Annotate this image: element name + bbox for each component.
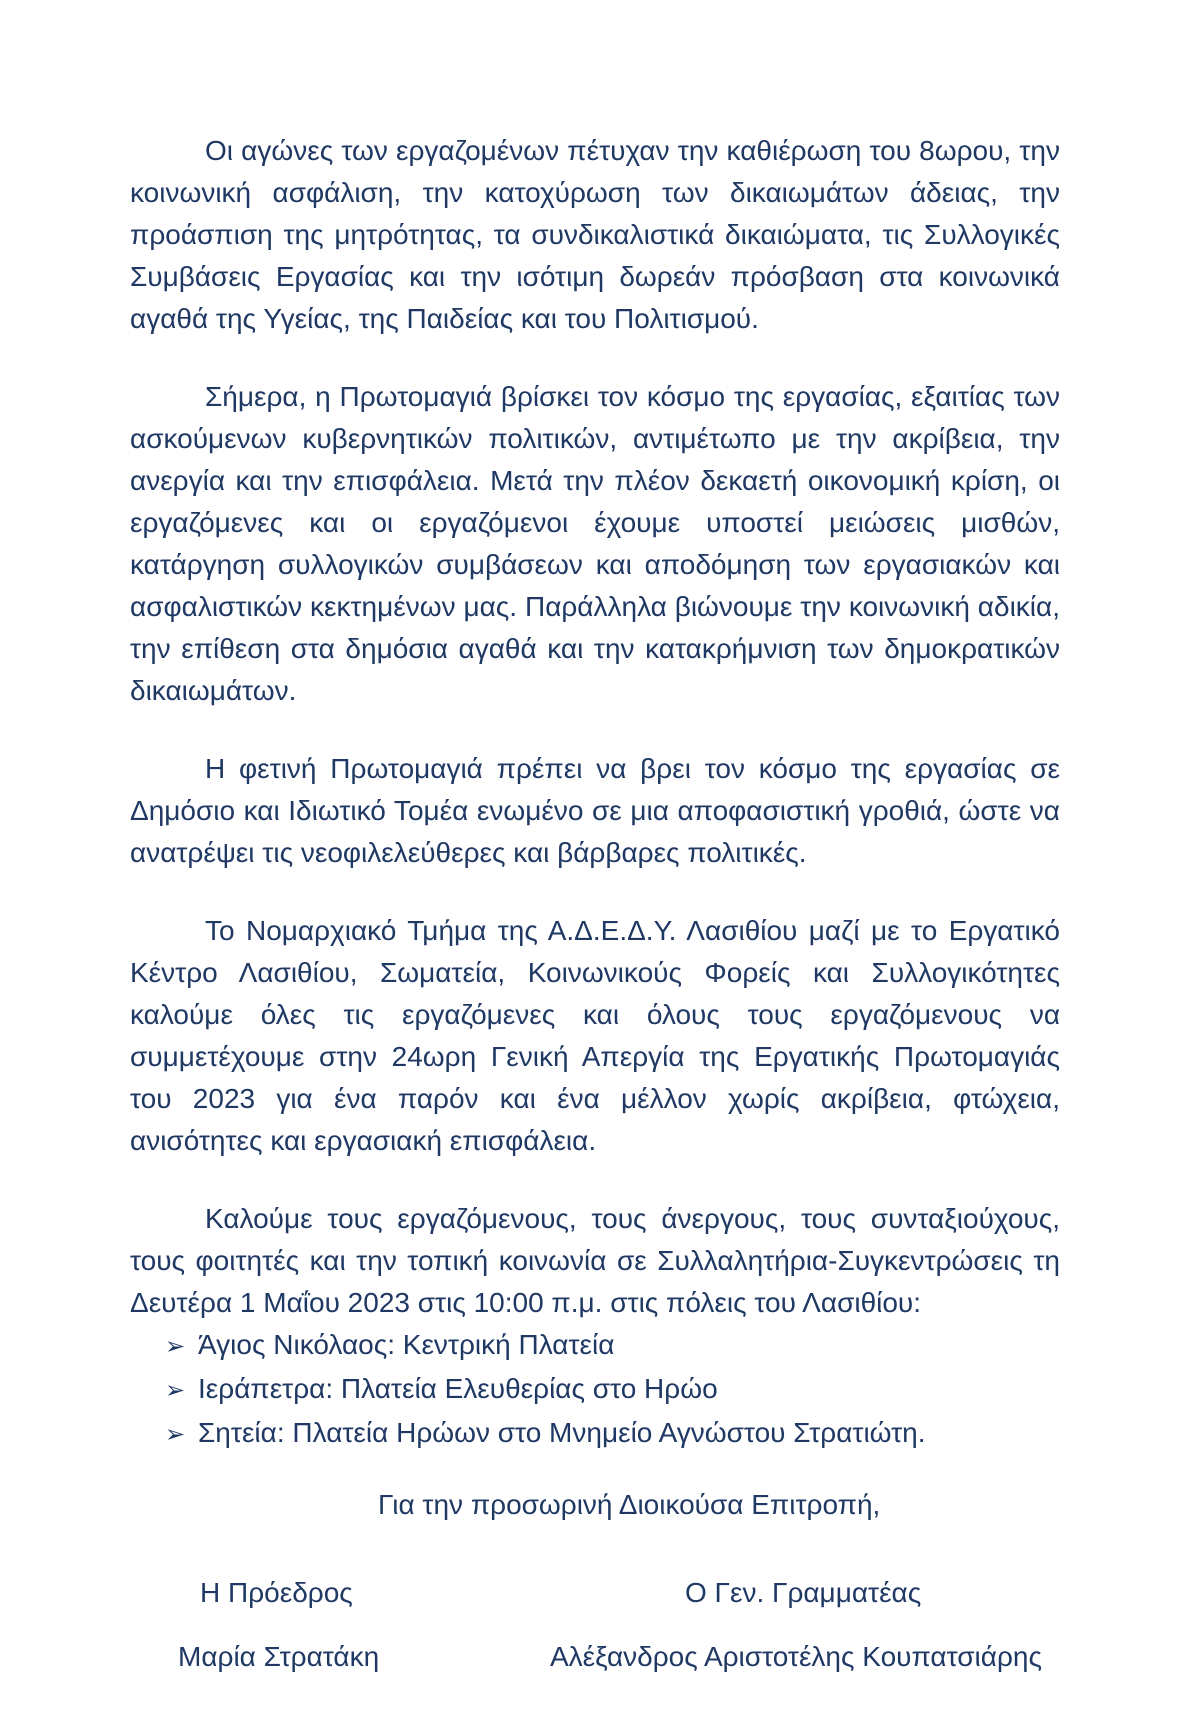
arrow-bullet-icon: ➢ (165, 1333, 186, 1360)
arrow-bullet-icon: ➢ (165, 1421, 186, 1448)
secretary-title: Ο Γεν. Γραμματέας (685, 1577, 922, 1608)
list-item (130, 1324, 1060, 1368)
committee-line: Για την προσωρινή Διοικούσα Επιτροπή, (378, 1489, 881, 1520)
location-sitia: Σητεία: Πλατεία Ηρώων στο Μνημείο Αγνώστου Στρατιώτη. (198, 1417, 926, 1448)
location-ierapetra: Ιεράπετρα: Πλατεία Ελευθερίας στο Ηρώο (198, 1373, 718, 1404)
paragraph-strike-call: Το Νομαρχιακό Τμήμα της Α.Δ.Ε.Δ.Υ. Λασιθίου μαζί με το Εργατικό Κέντρο Λασιθίου, Σωματεία, Κοινωνικούς Φορείς και Συλλογικότητες καλούμε όλες τις εργαζόμενες και όλους τους εργαζόμενους να συμμετέχουμε στην 24ωρη Γενική Απεργία της Εργατικής Πρωτομαγιάς του 2023 για ένα παρόν και ένα μέλλον χωρίς ακρίβεια, φτώχεια, ανισότητες και εργασιακή επισφάλεια. (130, 915, 1060, 1156)
paragraph-this-years-mayday: Η φετινή Πρωτομαγιά πρέπει να βρει τον κόσμο της εργασίας σε Δημόσιο και Ιδιωτικό Τομέα ενωμένο σε μια αποφασιστική γροθιά, ώστε να ανατρέψει τις νεοφιλελεύθερες και βάρβαρες πολιτικές. (130, 753, 1060, 868)
paragraph-achievements: Οι αγώνες των εργαζομένων πέτυχαν την καθιέρωση του 8ωρου, την κοινωνική ασφάλιση, την κατοχύρωση των δικαιωμάτων άδειας, την προάσπιση της μητρότητας, τα συνδικαλιστικά δικαιώματα, τις Συλλογικές Συμβάσεις Εργασίας και την ισότιμη δωρεάν πρόσβαση στα κοινωνικά αγαθά της Υγείας, της Παιδείας και του Πολιτισμού. (130, 135, 1060, 334)
president-title: Η Πρόεδρος (200, 1577, 353, 1608)
signature-titles-row (130, 1572, 1060, 1614)
locations-list (130, 1324, 1060, 1456)
list-item (130, 1412, 1060, 1456)
signature-names-row (130, 1636, 1060, 1678)
paragraph-today-situation: Σήμερα, η Πρωτομαγιά βρίσκει τον κόσμο της εργασίας, εξαιτίας των ασκούμενων κυβερνητικών πολιτικών, αντιμέτωπο με την ακρίβεια, την ανεργία και την επισφάλεια. Μετά την πλέον δεκαετή οικονομική κρίση, οι εργαζόμενες και οι εργαζόμενοι έχουμε υποστεί μειώσεις μισθών, κατάργηση συλλογικών συμβάσεων και αποδόμηση των εργασιακών και ασφαλιστικών κεκτημένων μας. Παράλληλα βιώνουμε την κοινωνική αδικία, την επίθεση στα δημόσια αγαθά και την κατακρήμνιση των δημοκρατικών δικαιωμάτων. (130, 381, 1060, 706)
list-item (130, 1368, 1060, 1412)
president-name: Μαρία Στρατάκη (178, 1641, 380, 1672)
arrow-bullet-icon: ➢ (165, 1377, 186, 1404)
secretary-name: Αλέξανδρος Αριστοτέλης Κουπατσιάρης (550, 1641, 1042, 1672)
paragraph-rally-invitation: Καλούμε τους εργαζόμενους, τους άνεργους, τους συνταξιούχους, τους φοιτητές και την τοπική κοινωνία σε Συλλαλητήρια-Συγκεντρώσεις τη Δευτέρα 1 Μαΐου 2023 στις 10:00 π.μ. στις πόλεις του Λασιθίου: (130, 1203, 1060, 1318)
location-agios-nikolaos: Άγιος Νικόλαος: Κεντρική Πλατεία (198, 1329, 615, 1360)
